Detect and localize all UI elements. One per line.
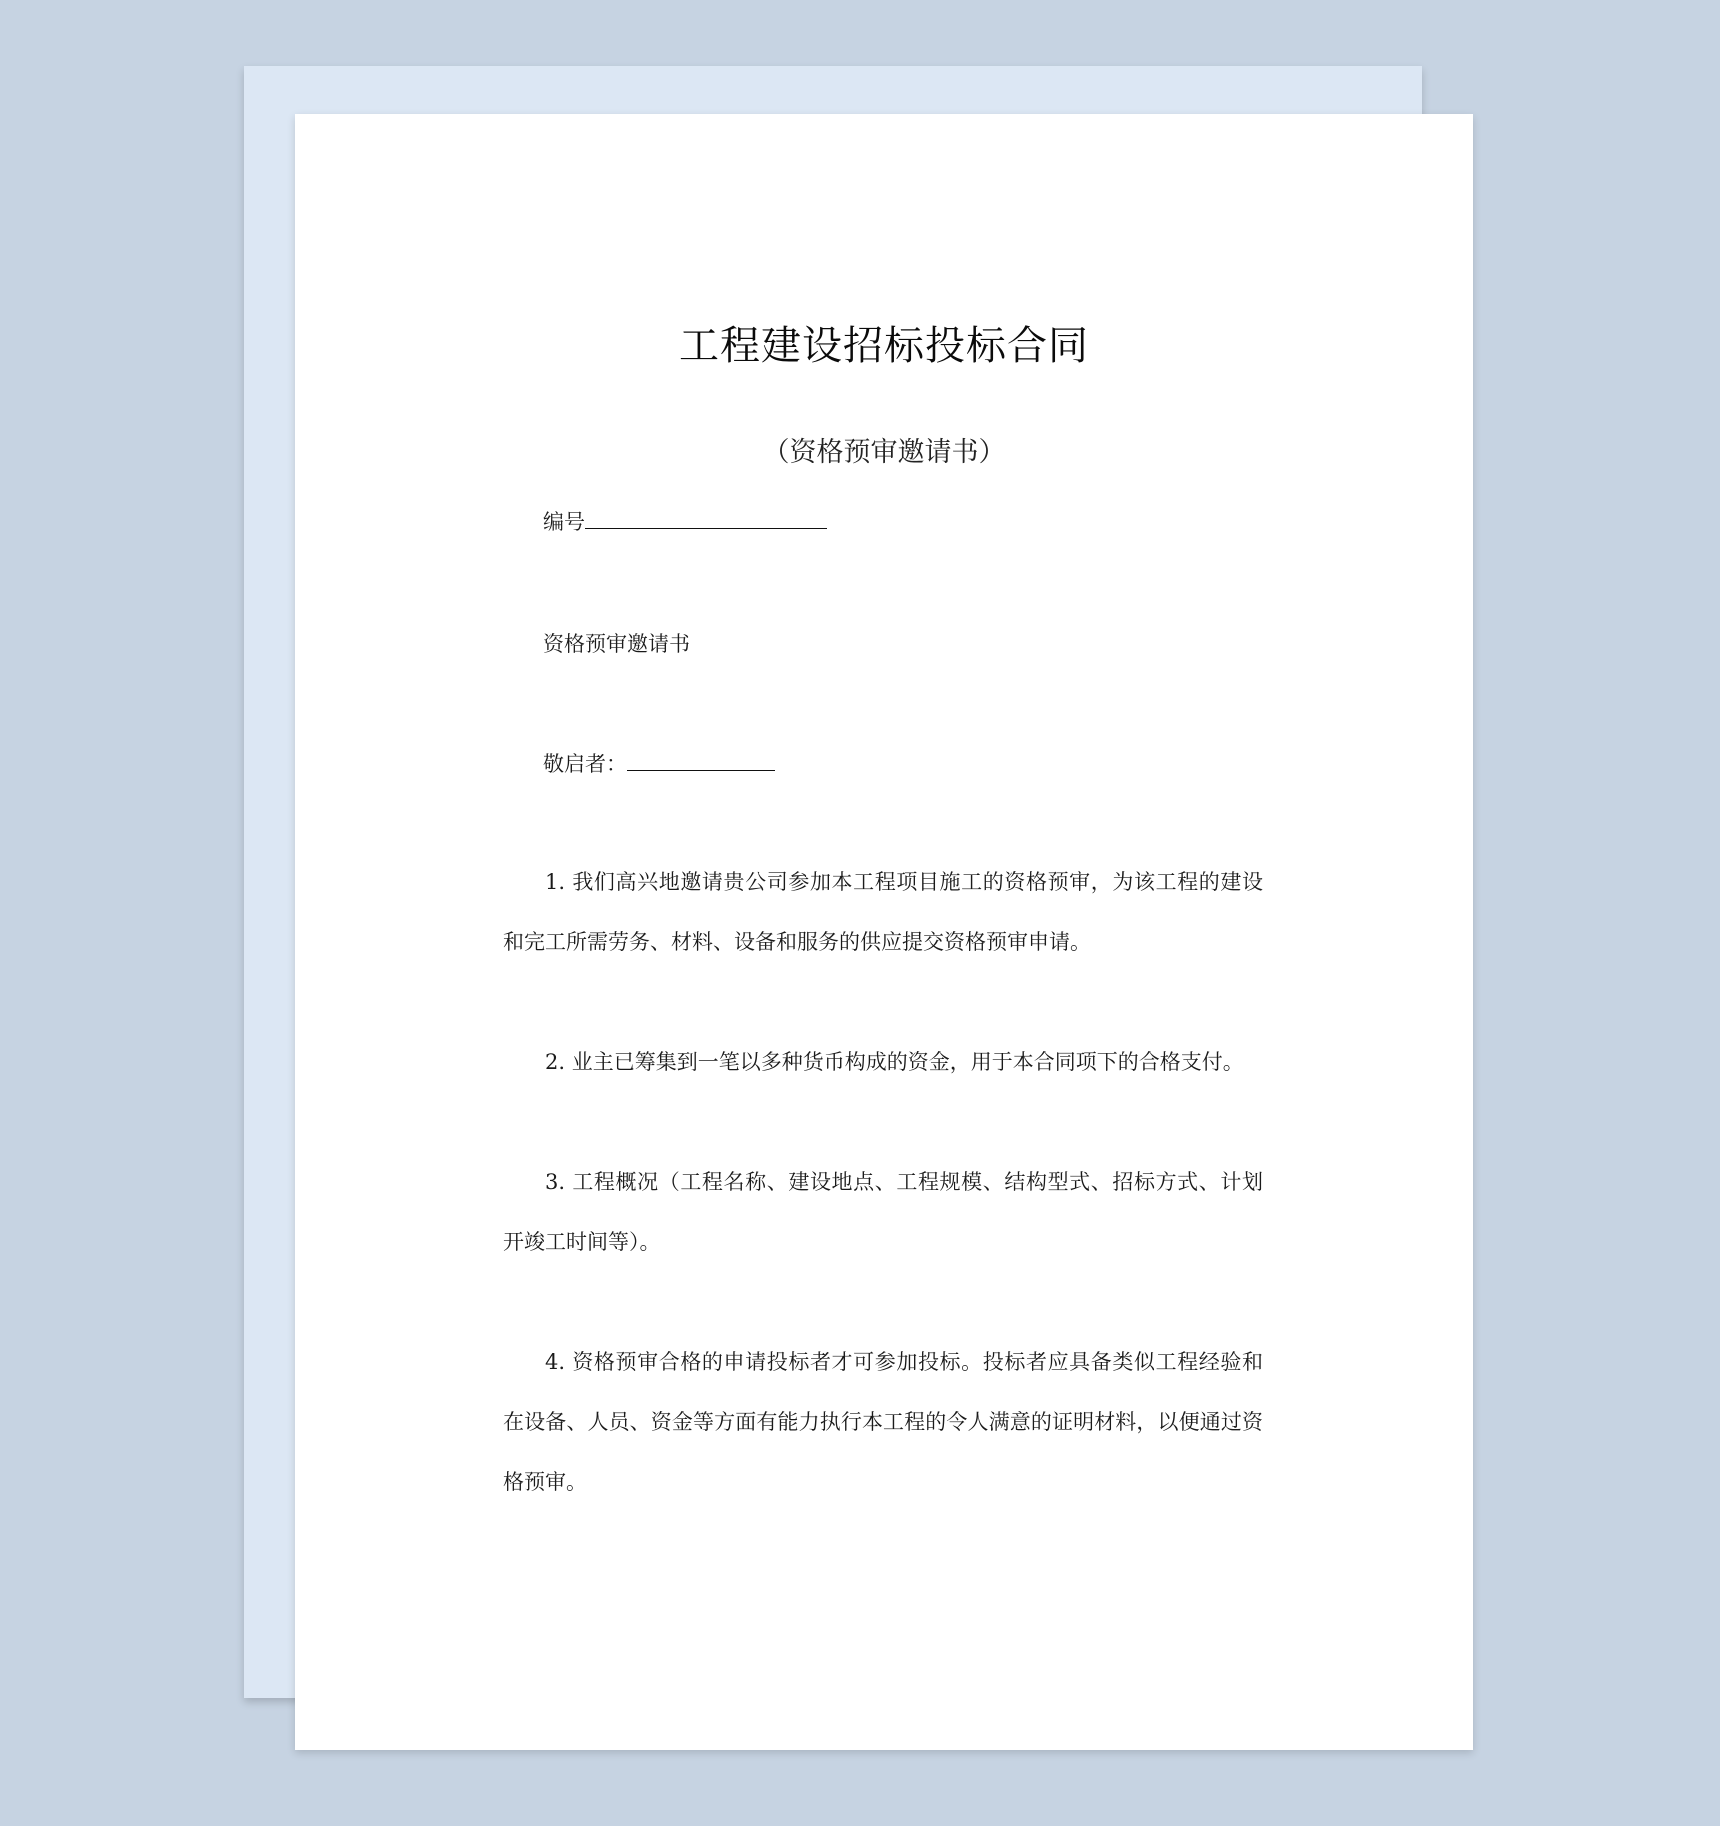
section-heading: 资格预审邀请书 [543,632,690,656]
paragraph-4: 4. 资格预审合格的申请投标者才可参加投标。投标者应具备类似工程经验和在设备、人员、资金等方面有能力执行本工程的令人满意的证明材料，以便通过资格预审。 [503,1350,1263,1494]
addressee-blank-line [627,752,775,771]
addressee-field [543,748,775,778]
paragraph-2: 2. 业主已筹集到一笔以多种货币构成的资金，用于本合同项下的合格支付。 [545,1050,1244,1074]
addressee-label: 敬启者： [543,752,627,776]
document-page [295,114,1473,1750]
number-label: 编号 [543,510,585,534]
paragraph-3: 3. 工程概况（工程名称、建设地点、工程规模、结构型式、招标方式、计划开竣工时间等）。 [503,1170,1263,1254]
paragraph-1: 1. 我们高兴地邀请贵公司参加本工程项目施工的资格预审，为该工程的建设和完工所需劳务、材料、设备和服务的供应提交资格预审申请。 [503,870,1263,954]
document-subtitle: （资格预审邀请书） [762,437,1006,468]
document-title: 工程建设招标投标合同 [679,323,1089,369]
number-field [543,506,827,536]
number-blank-line [585,510,827,529]
